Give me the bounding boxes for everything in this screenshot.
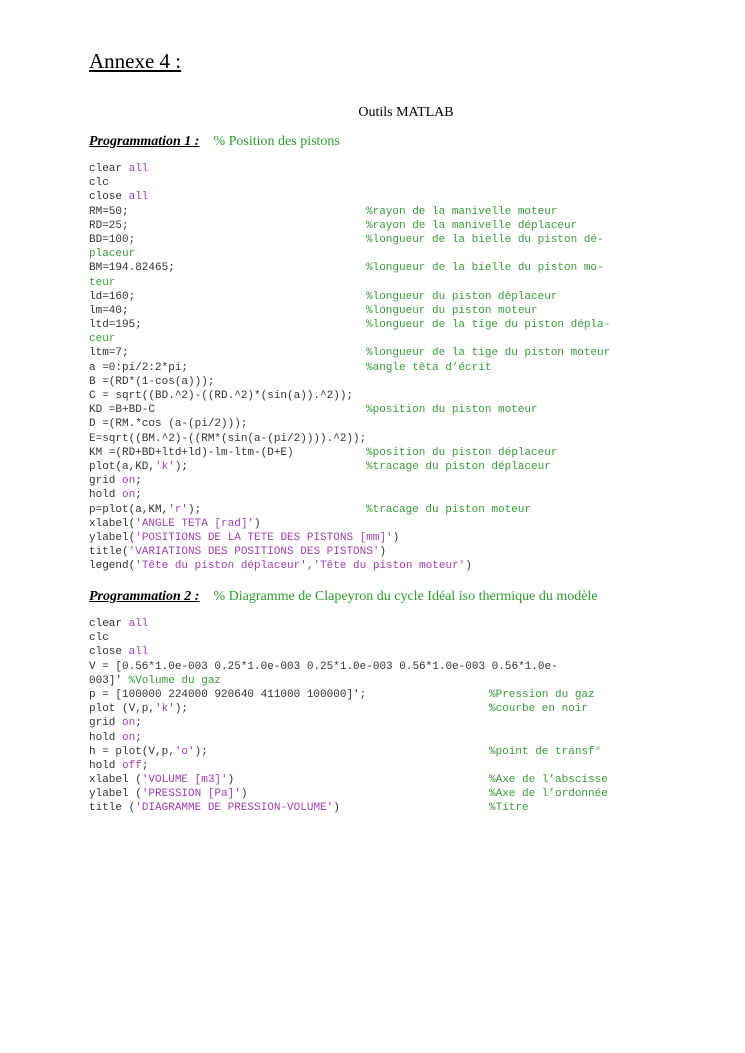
code-line	[89, 488, 472, 502]
code-text: clear	[89, 163, 129, 175]
code-text: D =(RM.*cos (a-(pi/2)));	[89, 418, 248, 431]
code-text: xlabel(	[89, 517, 136, 530]
code-comment: %angle têta d’écrit	[366, 361, 492, 374]
code-line	[89, 403, 538, 417]
code-line	[89, 503, 532, 517]
code-text: ltd=195;	[89, 319, 142, 332]
code-text: )	[240, 788, 248, 801]
code-line	[89, 346, 611, 360]
code-line	[89, 176, 472, 190]
code-text: BM=194.82465;	[89, 262, 175, 275]
code-line	[89, 389, 472, 403]
code-line	[89, 731, 558, 745]
code-line	[89, 660, 558, 674]
code-line	[89, 545, 472, 559]
code-line	[89, 559, 472, 573]
code-line	[89, 773, 608, 787]
code-text: clear	[89, 618, 129, 630]
code-string: 'o'	[174, 745, 195, 758]
code-line	[89, 617, 558, 631]
section-heading-2	[89, 589, 598, 605]
code-line	[89, 702, 589, 716]
code-text: legend(	[89, 560, 136, 573]
code-line	[89, 276, 472, 290]
code-comment: %longueur de la bielle du piston dé-	[366, 233, 604, 246]
code-comment: %Axe de l’abscisse	[489, 774, 608, 787]
code-line	[89, 716, 558, 730]
code-comment: %tracage du piston moteur	[366, 503, 532, 516]
code-line	[89, 531, 472, 545]
code-text: );	[188, 503, 202, 516]
code-text: plot(a,KD,	[89, 460, 156, 473]
code-text: ;	[141, 759, 149, 772]
code-comment: %longueur de la bielle du piston mo-	[366, 262, 604, 275]
code-line	[89, 233, 604, 247]
code-text: KM =(RD+BD+ltd+ld)-lm-ltm-(D+E)	[89, 446, 294, 459]
code-text: ;	[135, 489, 142, 502]
code-text: title(	[89, 546, 129, 559]
code-comment: teur	[89, 276, 116, 289]
code-text: clc	[89, 177, 109, 190]
code-line	[89, 219, 578, 233]
section-label: Programmation 1 :	[89, 134, 200, 149]
code-line	[89, 460, 551, 474]
code-text: hold	[89, 731, 123, 744]
code-text: );	[194, 745, 208, 758]
code-comment: %rayon de la manivelle moteur	[366, 205, 558, 218]
code-keyword: all	[128, 618, 149, 630]
code-text: )	[254, 517, 261, 530]
code-text: )	[392, 531, 400, 544]
code-text: close	[89, 191, 129, 204]
code-text: )	[333, 802, 340, 815]
code-line	[89, 361, 492, 375]
code-string: 'VOLUME [m3]'	[141, 774, 228, 787]
code-text: KD =B+BD-C	[89, 404, 156, 417]
code-line	[89, 688, 595, 702]
code-text: ;	[135, 717, 142, 730]
code-line	[89, 759, 558, 773]
code-text: p = [100000 224000 920640 411000 100000]';	[89, 688, 367, 701]
code-text: RD=25;	[89, 219, 129, 232]
code-text: V = [0.56*1.0e-003 0.25*1.0e-003 0.25*1.0e-003 0.56*1.0e-003 0.56*1.0e-	[89, 660, 558, 673]
code-keyword: on	[122, 717, 136, 730]
code-keyword: all	[128, 646, 149, 659]
code-text: clc	[89, 632, 109, 645]
code-string: 'ANGLE TETA [rad]'	[135, 517, 255, 530]
code-comment: %tracage du piston déplaceur	[366, 460, 551, 473]
code-line	[89, 190, 472, 204]
code-string: 'VARIATIONS DES POSITIONS DES PISTONS'	[128, 546, 380, 559]
code-text: title (	[89, 802, 136, 815]
code-text: ylabel (	[89, 788, 142, 801]
code-text: C = sqrt((BD.^2)-((RD.^2)*(sin(a)).^2));	[89, 390, 354, 402]
code-line	[89, 417, 472, 431]
code-comment: %position du piston moteur	[366, 404, 538, 417]
document-subtitle: Outils MATLAB	[358, 105, 454, 120]
section-comment: % Position des pistons	[213, 134, 340, 149]
code-line	[89, 261, 604, 275]
code-keyword: all	[128, 163, 149, 175]
code-text: xlabel (	[89, 774, 142, 787]
code-text: close	[89, 646, 129, 659]
code-line	[89, 446, 558, 460]
code-line	[89, 801, 558, 815]
code-comment: ceur	[89, 333, 116, 346]
code-keyword: off	[122, 759, 142, 772]
code-text: ld=160;	[89, 290, 136, 303]
code-line	[89, 290, 558, 304]
code-line	[89, 517, 472, 531]
code-text: )	[465, 560, 472, 573]
code-text: hold	[89, 759, 123, 772]
code-text: hold	[89, 489, 123, 502]
code-keyword: on	[122, 475, 136, 488]
code-text: ;	[135, 731, 142, 744]
code-text: )	[227, 774, 235, 787]
code-line	[89, 162, 472, 176]
code-text: );	[174, 703, 189, 716]
code-text: p=plot(a,KM,	[89, 503, 169, 516]
code-text: )	[379, 546, 387, 559]
code-comment: %longueur de la tige du piston moteur	[366, 347, 611, 360]
section-comment: % Diagramme de Clapeyron du cycle Idéal iso thermique du modèle	[213, 589, 598, 604]
code-comment: %point de transf°	[489, 745, 602, 758]
code-comment: %longueur du piston déplaceur	[366, 290, 558, 303]
code-keyword: on	[122, 731, 136, 744]
code-comment: %Pression du gaz	[489, 688, 595, 701]
code-text: ltm=7;	[89, 347, 129, 360]
code-line	[89, 645, 558, 659]
code-text: plot (V,p,	[89, 703, 156, 716]
code-text: ylabel(	[89, 531, 136, 544]
code-text: B =(RD*(1-cos(a)));	[89, 375, 215, 388]
code-line	[89, 318, 611, 332]
code-text: );	[174, 460, 189, 473]
code-line	[89, 432, 472, 446]
section-heading-1	[89, 134, 340, 150]
code-line	[89, 205, 558, 219]
code-text: 003]'	[89, 674, 129, 687]
section-label: Programmation 2 :	[89, 589, 200, 604]
code-text: h = plot(V,p,	[89, 745, 175, 758]
code-comment: %Titre	[489, 802, 529, 815]
code-comment: %courbe en noir	[489, 703, 589, 716]
code-string: 'DIAGRAMME DE PRESSION-VOLUME'	[135, 802, 334, 815]
code-comment: placeur	[89, 248, 136, 261]
page-title: Annexe 4 :	[89, 49, 182, 73]
code-text: grid	[89, 475, 123, 488]
code-keyword: all	[128, 191, 149, 204]
code-block-2	[89, 617, 608, 816]
code-text: E=sqrt((BM.^2)-((RM*(sin(a-(pi/2)))).^2));	[89, 432, 367, 445]
code-string: 'POSITIONS DE LA TETE DES PISTONS [mm]'	[135, 531, 393, 544]
code-comment: %longueur de la tige du piston dépla-	[366, 319, 611, 332]
code-comment: %rayon de la manivelle déplaceur	[366, 219, 578, 232]
code-line	[89, 674, 558, 688]
code-line	[89, 247, 472, 261]
code-line	[89, 375, 472, 389]
code-text: grid	[89, 717, 123, 730]
code-string: 'k'	[155, 703, 175, 716]
code-text: ;	[135, 475, 142, 488]
code-line	[89, 631, 558, 645]
code-text: BD=100;	[89, 233, 136, 246]
code-string: 'r'	[168, 503, 189, 516]
code-comment: %position du piston déplaceur	[366, 446, 558, 459]
code-comment: %longueur du piston moteur	[366, 304, 538, 317]
code-string: 'k'	[155, 460, 175, 473]
code-string: 'PRESSION [Pa]'	[141, 788, 241, 801]
code-text: a =0:pi/2:2*pi;	[89, 361, 189, 374]
code-text: RM=50;	[89, 205, 129, 218]
code-comment: %Volume du gaz	[128, 674, 222, 687]
code-block-1	[89, 162, 611, 573]
code-line	[89, 787, 608, 801]
code-line	[89, 304, 538, 318]
code-keyword: on	[122, 489, 136, 502]
code-string: 'Tête du piston déplaceur','Tête du piston moteur'	[135, 560, 466, 573]
code-line	[89, 332, 472, 346]
code-comment: %Axe de l’ordonnée	[489, 788, 608, 801]
code-text: lm=40;	[89, 304, 129, 317]
code-line	[89, 474, 472, 488]
code-line	[89, 745, 602, 759]
